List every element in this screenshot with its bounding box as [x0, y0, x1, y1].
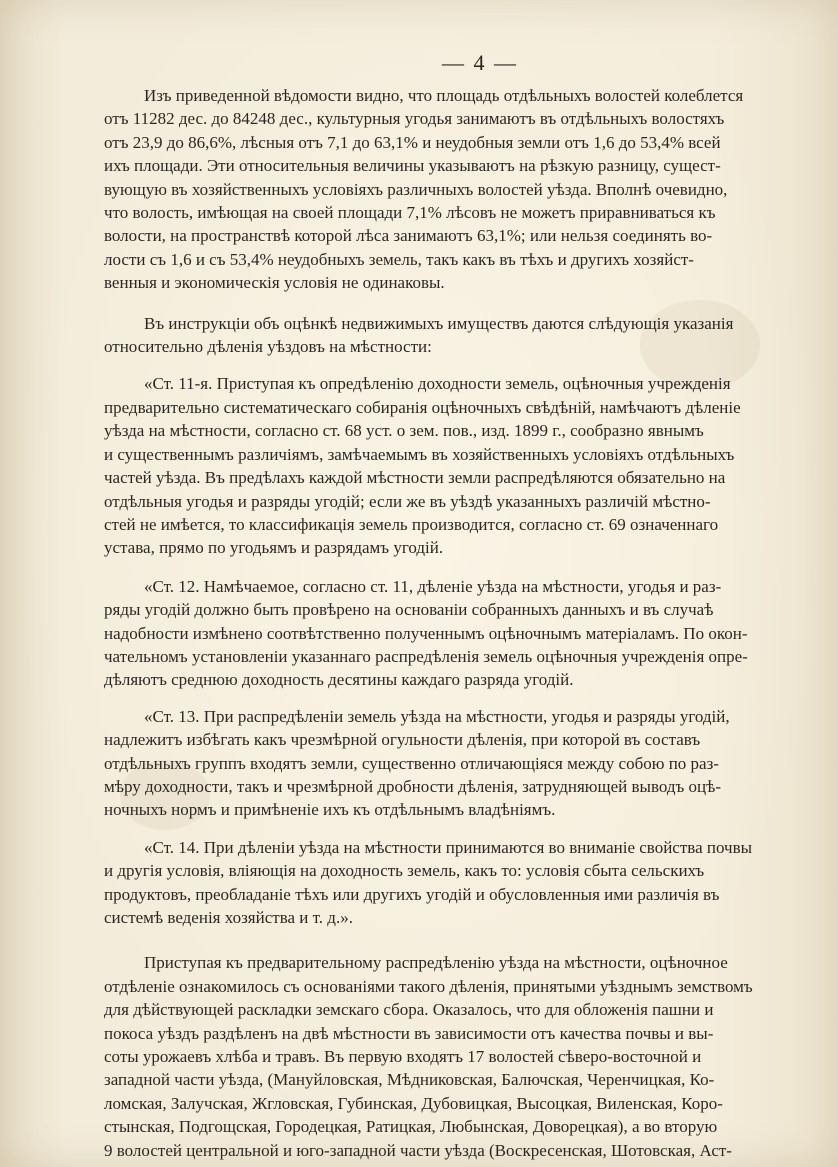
- text-line: отдѣльныхъ группъ входятъ земли, существенно отличающіяся между собою по раз-: [104, 753, 719, 773]
- text-line: предварительно систематическаго собиранія оцѣночныхъ свѣдѣній, намѣчаютъ дѣленіе: [104, 397, 741, 417]
- paragraph-2: [104, 312, 838, 359]
- text-line: частей уѣзда. Въ предѣлахъ каждой мѣстности земли распредѣляются обязательно на: [104, 468, 726, 488]
- text-line: отъ 11282 дес. до 84248 дес., культурныя угодья занимаютъ въ отдѣльныхъ волостяхъ: [104, 109, 725, 129]
- text-line: соты урожаевъ хлѣба и травъ. Въ первую входятъ 17 волостей сѣверо-восточной и: [104, 1047, 702, 1067]
- paragraph-article-12: [104, 575, 838, 692]
- text-line: покоса уѣздъ раздѣленъ на двѣ мѣстности въ зависимости отъ качества почвы и вы-: [104, 1023, 714, 1043]
- text-line: и существеннымъ различіямъ, замѣчаемымъ въ хозяйственныхъ условіяхъ отдѣльныхъ: [104, 444, 735, 464]
- paragraph-7: [104, 951, 838, 1162]
- text-line: ломская, Залучская, Жгловская, Губинская, Дубовицкая, Высоцкая, Виленская, Коро-: [104, 1093, 723, 1113]
- text-line: ряды угодій должно быть провѣрено на основаніи собранныхъ данныхъ и въ случаѣ: [104, 600, 714, 620]
- text-line: Въ инструкціи объ оцѣнкѣ недвижимыхъ имуществъ даются слѣдующія указанія: [144, 313, 734, 333]
- text-line: чательномъ установленіи указаннаго распредѣленія земель оцѣночныя учрежденія опре-: [104, 646, 748, 666]
- page-number: — 4 —: [442, 50, 518, 75]
- text-line: лости съ 1,6 и съ 53,4% неудобныхъ земель, такъ какъ въ тѣхъ и другихъ хозяйст-: [104, 249, 694, 269]
- text-line: венныя и экономическія условія не одинаковы.: [104, 273, 445, 293]
- text-line: продуктовъ, преобладаніе тѣхъ или другихъ угодій и обусловленныя ими различія въ: [104, 884, 720, 904]
- paragraph-article-11: [104, 372, 838, 559]
- text-line: и другія условія, вліяющія на доходность земель, какъ то: условія сбыта сельскихъ: [104, 861, 705, 881]
- text-line: «Ст. 13. При распредѣленіи земель уѣзда на мѣстности, угодья и разряды угодій,: [144, 706, 730, 726]
- text-line: волости, на пространствѣ которой лѣса занимаютъ 63,1%; или нельзя соединять во-: [104, 226, 713, 246]
- text-line: стынская, Подгощская, Городецкая, Ратицкая, Любынская, Доворецкая), а во вторую: [104, 1117, 718, 1137]
- paragraph-article-13: [104, 705, 838, 822]
- text-line: вующую въ хозяйственныхъ условіяхъ различныхъ волостей уѣзда. Вполнѣ очевидно,: [104, 179, 728, 199]
- text-line: что волость, имѣющая на своей площади 7,1% лѣсовъ не можетъ приравниваться къ: [104, 203, 716, 223]
- text-line: «Ст. 12. Намѣчаемое, согласно ст. 11, дѣленіе уѣзда на мѣстности, угодья и раз-: [144, 576, 722, 596]
- text-line: для дѣйствующей раскладки земскаго сбора. Оказалось, что для обложенія пашни и: [104, 1000, 714, 1020]
- paragraph-article-14: [104, 836, 838, 930]
- text-line: 9 волостей центральной и юго-западной части уѣзда (Воскресенская, Шотовская, Аст-: [104, 1140, 732, 1160]
- text-line: западной части уѣзда, (Мануйловская, Мѣдниковская, Балючская, Черенчицкая, Ко-: [104, 1070, 715, 1090]
- text-line: Изъ приведенной вѣдомости видно, что площадь отдѣльныхъ волостей колеблется: [144, 86, 744, 105]
- body-text: [104, 84, 838, 1162]
- text-line: отдѣленіе ознакомилось съ основаніями такого дѣленія, принятыми уѣзднымъ земствомъ: [104, 976, 753, 996]
- text-line: относительно дѣленія уѣздовъ на мѣстности:: [104, 337, 432, 357]
- text-line: мѣру доходности, такъ и чрезмѣрной дробности дѣленія, затрудняющей выводъ оцѣ-: [104, 776, 722, 796]
- text-line: уѣзда на мѣстности, согласно ст. 68 уст. о зем. пов., изд. 1899 г., сообразно явнымъ: [104, 421, 704, 441]
- text-line: устава, прямо по угодьямъ и разрядамъ угодій.: [104, 538, 444, 558]
- paragraph-1: [104, 84, 838, 295]
- text-line: «Ст. 14. При дѣленіи уѣзда на мѣстности принимаются во вниманіе свойства почвы: [144, 837, 753, 857]
- text-line: системѣ веденія хозяйства и т. д.».: [104, 908, 353, 927]
- text-line: дѣляютъ среднюю доходность десятины каждаго разряда угодій.: [104, 670, 574, 690]
- text-line: надобности измѣнено соотвѣтственно полученнымъ оцѣночнымъ матеріаламъ. По окон-: [104, 623, 748, 643]
- text-line: отдѣльныя угодья и разряды угодій; если же въ уѣздѣ указанныхъ различій мѣстно-: [104, 491, 711, 511]
- text-line: ихъ площади. Эти относительныя величины указываютъ на рѣзкую разницу, сущест-: [104, 156, 721, 176]
- text-line: стей не имѣется, то классификація земель производится, согласно ст. 69 означеннаго: [104, 514, 719, 534]
- text-line: надлежитъ избѣгать какъ чрезмѣрной огульности дѣленія, при которой въ составъ: [104, 730, 701, 750]
- text-line: отъ 23,9 до 86,6%, лѣсныя отъ 7,1 до 63,1% и неудобныя земли отъ 1,6 до 53,4% всей: [104, 132, 721, 152]
- text-line: ночныхъ нормъ и примѣненіе ихъ къ отдѣльнымъ владѣніямъ.: [104, 800, 556, 820]
- text-line: Приступая къ предварительному распредѣленію уѣзда на мѣстности, оцѣночное: [144, 953, 728, 973]
- text-line: «Ст. 11-я. Приступая къ опредѣленію доходности земель, оцѣночныя учрежденія: [144, 374, 731, 394]
